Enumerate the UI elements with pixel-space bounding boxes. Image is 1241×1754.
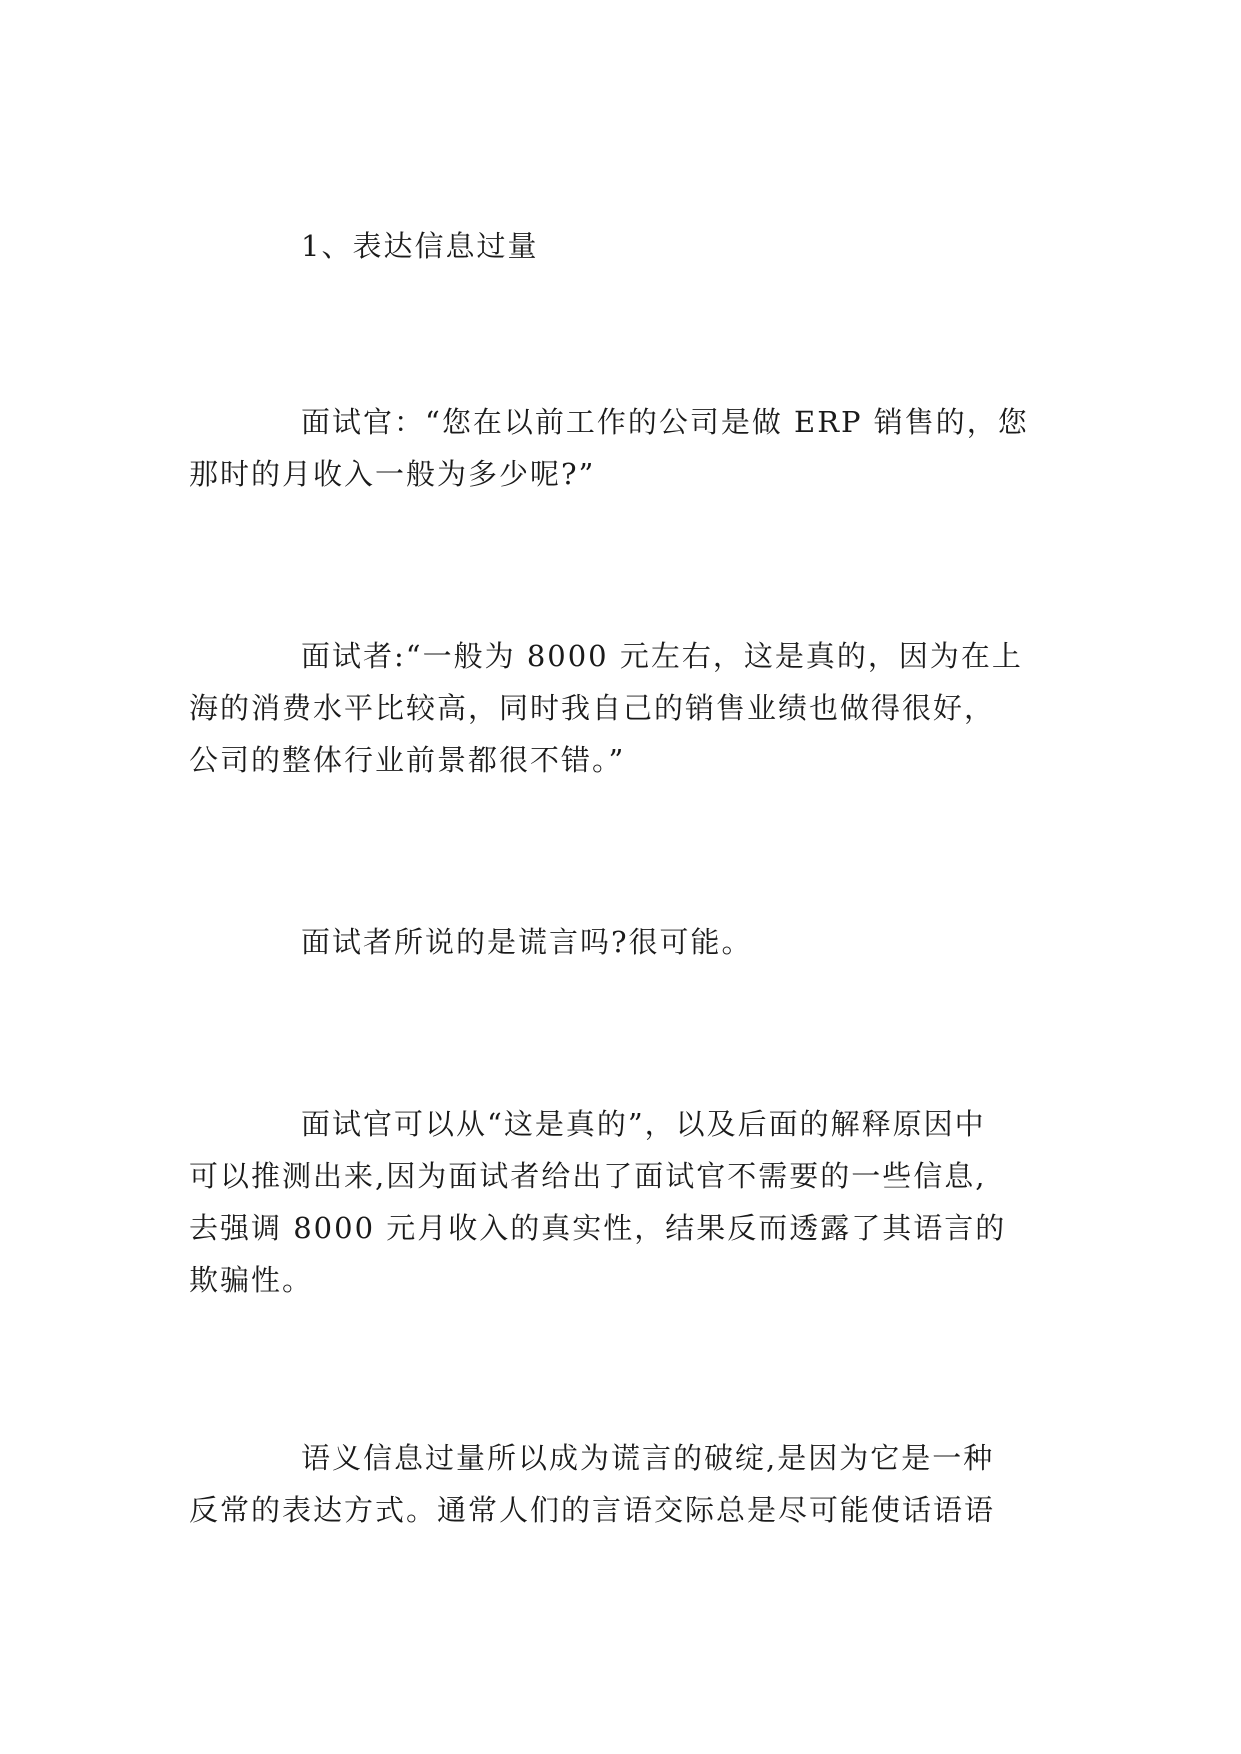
paragraph-interviewer-question [189, 396, 1049, 500]
paragraph-lie-question [189, 916, 1049, 968]
paragraph-line: 语义信息过量所以成为谎言的破绽,是因为它是一种 [301, 1441, 995, 1475]
paragraph-interviewee-answer [189, 630, 1049, 786]
section-heading [301, 220, 1161, 272]
paragraph-line: 反常的表达方式。通常人们的言语交际总是尽可能使话语语 [189, 1493, 996, 1527]
paragraph-line: 去强调 8000 元月收入的真实性，结果反而透露了其语言的 [189, 1211, 1007, 1245]
paragraph-line: 面试官可以从“这是真的”，以及后面的解释原因中 [301, 1107, 986, 1141]
paragraph-line: 面试者所说的是谎言吗?很可能。 [301, 925, 753, 959]
paragraph-line: 可以推测出来,因为面试者给出了面试官不需要的一些信息, [189, 1159, 987, 1193]
paragraph-line: 海的消费水平比较高，同时我自己的销售业绩也做得很好， [189, 691, 996, 725]
paragraph-analysis [189, 1098, 1049, 1306]
paragraph-line: 那时的月收入一般为多少呢?” [189, 457, 596, 491]
paragraph-line: 公司的整体行业前景都很不错。” [189, 743, 626, 777]
heading-text: 1、表达信息过量 [301, 229, 539, 263]
paragraph-line: 面试者:“一般为 8000 元左右，这是真的，因为在上 [301, 639, 1023, 673]
paragraph-line: 面试官：“您在以前工作的公司是做 ERP 销售的，您 [301, 405, 1029, 439]
paragraph-line: 欺骗性。 [189, 1263, 314, 1297]
paragraph-semantic-excess [189, 1432, 1049, 1536]
